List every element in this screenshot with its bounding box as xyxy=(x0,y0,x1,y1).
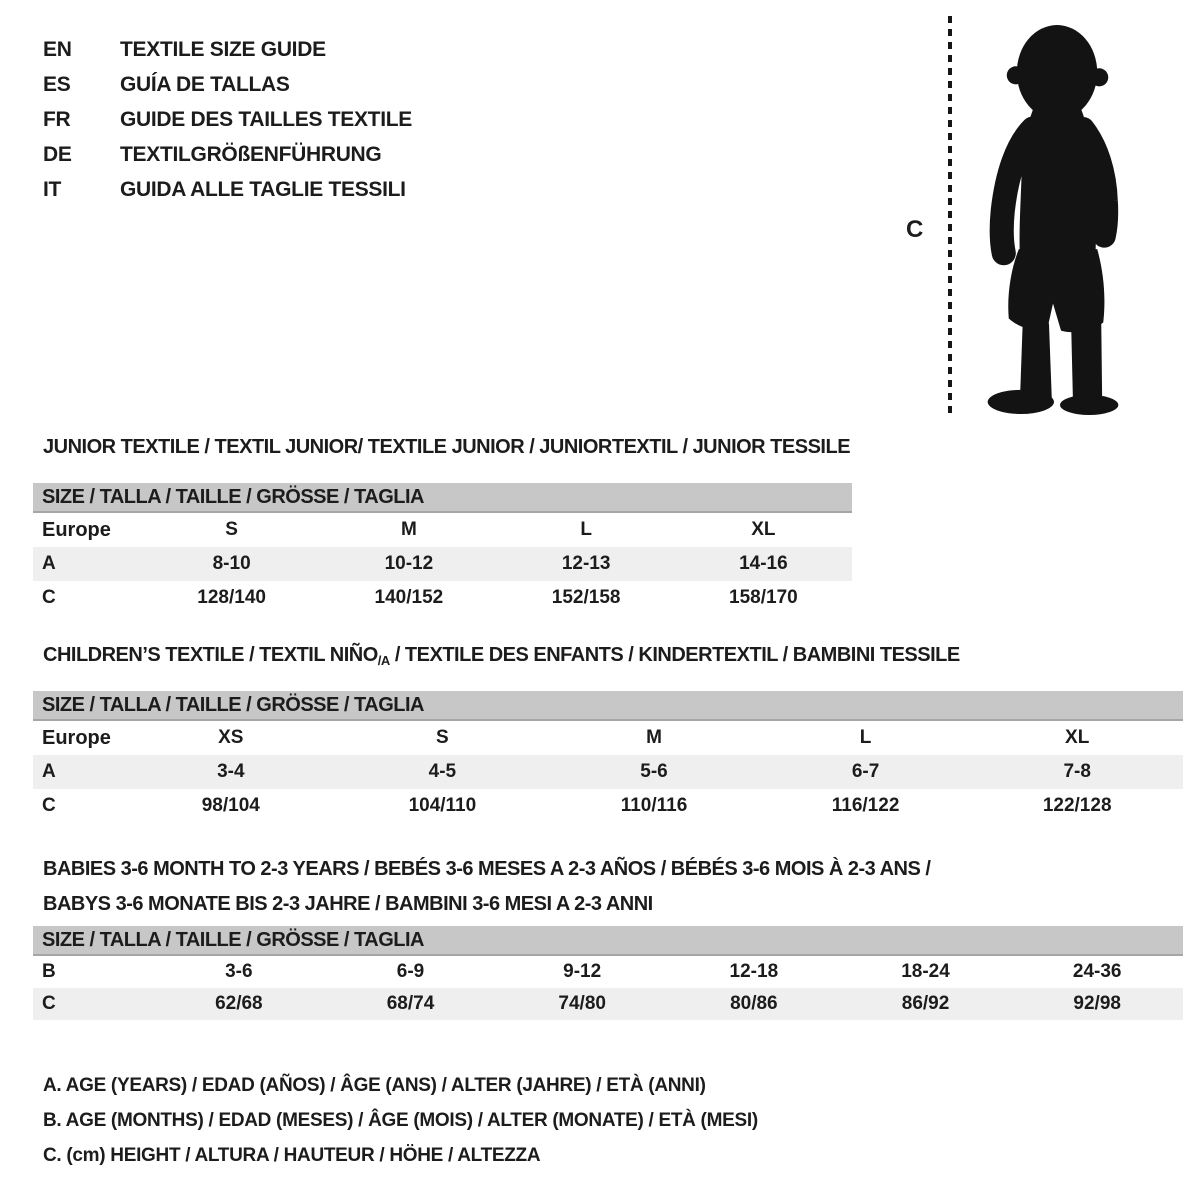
size-cell: 8-10 xyxy=(212,553,251,574)
size-cell: 92/98 xyxy=(1073,993,1121,1014)
size-cell: 110/116 xyxy=(620,795,688,816)
baby-toddler-silhouette-icon xyxy=(973,14,1137,416)
legend-line-b: B. AGE (MONTHS) / EDAD (MESES) / ÂGE (MOIS) / ALTER (MONATE) / ETÀ (MESI) xyxy=(43,1110,758,1131)
size-cell: 9-12 xyxy=(563,961,602,982)
size-cell: 98/104 xyxy=(201,795,260,816)
children-section-title xyxy=(43,644,960,668)
size-cell: 5-6 xyxy=(640,761,668,782)
size-cell: 74/80 xyxy=(558,993,606,1014)
row-label-cell: Europe xyxy=(42,726,111,749)
size-cell: 86/92 xyxy=(901,993,950,1014)
size-cell: 158/170 xyxy=(729,587,798,608)
language-code: EN xyxy=(43,37,72,61)
size-cell: 80/86 xyxy=(730,993,778,1014)
children-title-prefix: CHILDREN’S TEXTILE / TEXTIL NIÑO xyxy=(43,644,378,666)
size-cell: 10-12 xyxy=(384,553,434,574)
language-row-en xyxy=(43,32,412,67)
language-row-fr xyxy=(43,102,412,137)
size-cell: 14-16 xyxy=(739,553,788,574)
children-title-subscript: /A xyxy=(377,653,390,668)
junior-size-table xyxy=(33,483,852,615)
size-cell: S xyxy=(225,519,238,540)
size-cell: 116/122 xyxy=(831,795,900,816)
table-row-europe xyxy=(33,513,852,547)
children-title-suffix: / TEXTILE DES ENFANTS / KINDERTEXTIL / BAMBINI TESSILE xyxy=(389,644,960,666)
row-label-cell: C xyxy=(42,993,56,1014)
language-label: TEXTILGRÖßENFÜHRUNG xyxy=(120,142,382,166)
language-row-de xyxy=(43,137,412,172)
babies-section-title-line2: BABYS 3-6 MONATE BIS 2-3 JAHRE / BAMBINI 3-6 MESI A 2-3 ANNI xyxy=(43,893,653,915)
table-row-height xyxy=(33,581,852,615)
language-code: DE xyxy=(43,142,72,166)
size-cell: 62/68 xyxy=(215,993,263,1014)
language-code: ES xyxy=(43,72,71,96)
size-cell: 4-5 xyxy=(428,761,457,782)
language-label: TEXTILE SIZE GUIDE xyxy=(120,37,326,61)
size-cell: M xyxy=(400,519,417,540)
babies-size-table xyxy=(33,926,1183,1020)
size-cell: 152/158 xyxy=(551,587,621,608)
size-cell: 12-13 xyxy=(561,553,611,574)
size-cell: 6-9 xyxy=(396,961,425,982)
size-cell: 128/140 xyxy=(197,587,266,608)
height-measure-dashed-line xyxy=(948,16,952,416)
size-cell: L xyxy=(580,519,592,540)
size-cell: XS xyxy=(218,727,244,748)
children-size-table xyxy=(33,691,1183,823)
size-cell: 7-8 xyxy=(1063,761,1091,782)
size-cell: 24-36 xyxy=(1072,961,1122,982)
language-code: FR xyxy=(43,107,71,131)
size-cell: 68/74 xyxy=(386,993,435,1014)
size-cell: XL xyxy=(1065,727,1090,748)
row-label-cell: C xyxy=(42,587,56,608)
size-cell: M xyxy=(646,727,662,748)
table-row-months xyxy=(33,956,1183,988)
size-cell: 12-18 xyxy=(729,961,779,982)
row-label-cell: Europe xyxy=(42,518,111,541)
table-row-height xyxy=(33,789,1183,823)
size-cell: 140/152 xyxy=(374,587,444,608)
table-row-age xyxy=(33,547,852,581)
size-header-bar: SIZE / TALLA / TAILLE / GRÖSSE / TAGLIA xyxy=(33,926,1183,956)
language-header xyxy=(43,32,412,207)
measure-label-c: C xyxy=(906,216,924,243)
legend-line-a: A. AGE (YEARS) / EDAD (AÑOS) / ÂGE (ANS) / ALTER (JAHRE) / ETÀ (ANNI) xyxy=(43,1075,706,1096)
row-label-cell: C xyxy=(42,795,56,816)
size-cell: S xyxy=(436,727,449,748)
language-row-it xyxy=(43,172,412,207)
size-cell: 6-7 xyxy=(851,761,880,782)
language-code: IT xyxy=(43,177,62,201)
babies-section-title-line1: BABIES 3-6 MONTH TO 2-3 YEARS / BEBÉS 3-6 MESES A 2-3 AÑOS / BÉBÉS 3-6 MOIS À 2-3 ANS / xyxy=(43,858,931,880)
language-label: GUÍA DE TALLAS xyxy=(120,72,290,96)
table-row-height xyxy=(33,988,1183,1020)
row-label-cell: B xyxy=(42,961,56,982)
size-header-bar: SIZE / TALLA / TAILLE / GRÖSSE / TAGLIA xyxy=(33,483,852,513)
language-label: GUIDA ALLE TAGLIE TESSILI xyxy=(120,177,406,201)
junior-section-title: JUNIOR TEXTILE / TEXTIL JUNIOR/ TEXTILE JUNIOR / JUNIORTEXTIL / JUNIOR TESSILE xyxy=(43,436,851,458)
table-row-age xyxy=(33,755,1183,789)
language-row-es xyxy=(43,67,412,102)
legend-line-c: C. (cm) HEIGHT / ALTURA / HAUTEUR / HÖHE / ALTEZZA xyxy=(43,1145,541,1166)
row-label-cell: A xyxy=(42,553,56,574)
row-label-cell: A xyxy=(42,761,56,782)
language-label: GUIDE DES TAILLES TEXTILE xyxy=(120,107,412,131)
size-cell: 3-4 xyxy=(217,761,245,782)
size-cell: XL xyxy=(751,519,776,540)
table-row-europe xyxy=(33,721,1183,755)
size-cell: 122/128 xyxy=(1042,795,1112,816)
size-cell: 104/110 xyxy=(408,795,477,816)
size-header-bar: SIZE / TALLA / TAILLE / GRÖSSE / TAGLIA xyxy=(33,691,1183,721)
size-cell: L xyxy=(859,727,872,748)
size-cell: 3-6 xyxy=(225,961,253,982)
size-cell: 18-24 xyxy=(901,961,950,982)
